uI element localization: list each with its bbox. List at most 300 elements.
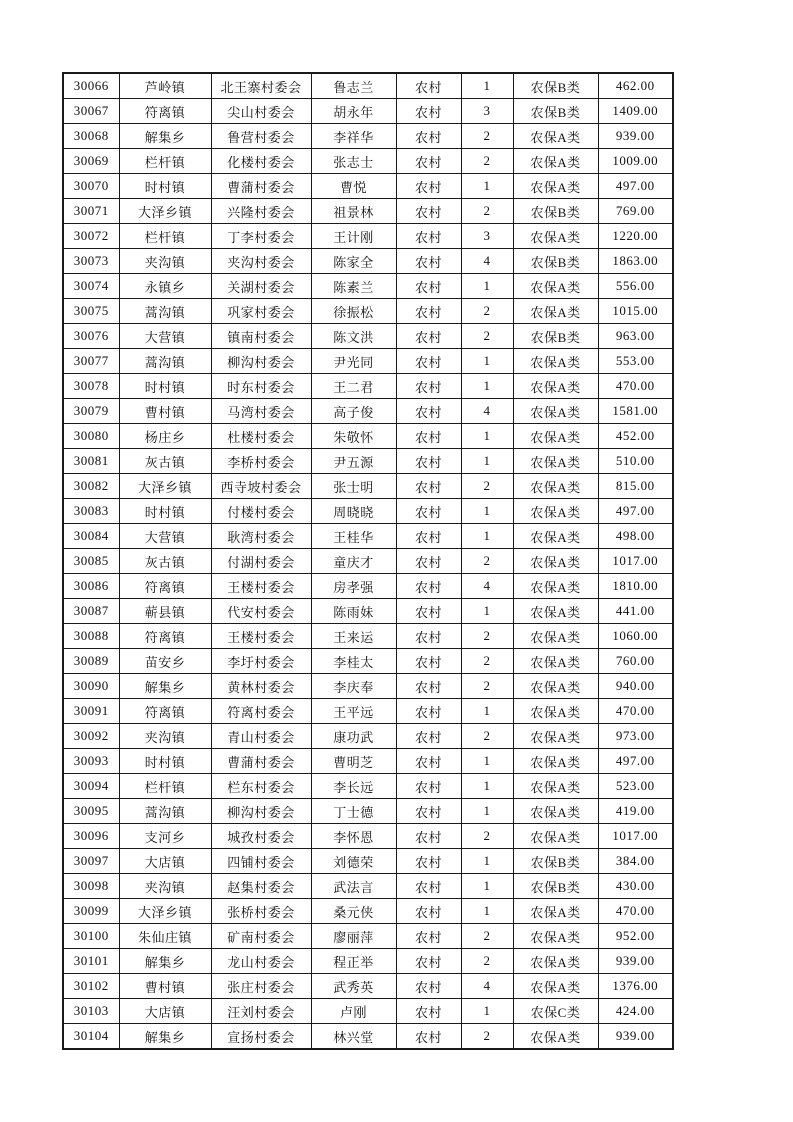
table-row	[63, 599, 673, 624]
table-row	[63, 824, 673, 849]
cell-person-name: 曹悦	[311, 174, 396, 199]
cell-amount: 452.00	[598, 424, 673, 449]
cell-village: 矿南村委会	[211, 924, 311, 949]
cell-town: 夹沟镇	[119, 724, 211, 749]
cell-type: 农村	[396, 674, 461, 699]
table-row	[63, 849, 673, 874]
table-row	[63, 424, 673, 449]
table-row	[63, 449, 673, 474]
table-row	[63, 774, 673, 799]
cell-amount: 952.00	[598, 924, 673, 949]
cell-count: 1	[461, 274, 513, 299]
cell-amount: 523.00	[598, 774, 673, 799]
cell-count: 2	[461, 299, 513, 324]
cell-amount: 553.00	[598, 349, 673, 374]
cell-count: 2	[461, 624, 513, 649]
cell-category: 农保A类	[513, 949, 598, 974]
cell-village: 四铺村委会	[211, 849, 311, 874]
cell-category: 农保A类	[513, 449, 598, 474]
cell-type: 农村	[396, 349, 461, 374]
cell-category: 农保C类	[513, 999, 598, 1024]
cell-town: 解集乡	[119, 949, 211, 974]
cell-category: 农保B类	[513, 849, 598, 874]
cell-town: 时村镇	[119, 174, 211, 199]
cell-category: 农保B类	[513, 874, 598, 899]
cell-type: 农村	[396, 124, 461, 149]
table-row	[63, 249, 673, 274]
cell-person-name: 武秀英	[311, 974, 396, 999]
cell-town: 大营镇	[119, 324, 211, 349]
cell-village: 付湖村委会	[211, 549, 311, 574]
cell-category: 农保B类	[513, 324, 598, 349]
cell-town: 时村镇	[119, 374, 211, 399]
cell-town: 蒿沟镇	[119, 349, 211, 374]
cell-village: 关湖村委会	[211, 274, 311, 299]
cell-id: 30082	[63, 474, 119, 499]
cell-person-name: 王二君	[311, 374, 396, 399]
cell-count: 1	[461, 424, 513, 449]
cell-amount: 973.00	[598, 724, 673, 749]
records-table	[62, 72, 674, 1050]
cell-category: 农保A类	[513, 624, 598, 649]
cell-town: 灰古镇	[119, 549, 211, 574]
cell-category: 农保A类	[513, 649, 598, 674]
cell-id: 30080	[63, 424, 119, 449]
cell-count: 1	[461, 349, 513, 374]
cell-person-name: 尹光同	[311, 349, 396, 374]
table-row	[63, 949, 673, 974]
cell-town: 蕲县镇	[119, 599, 211, 624]
cell-amount: 556.00	[598, 274, 673, 299]
table-row	[63, 874, 673, 899]
table-row	[63, 524, 673, 549]
cell-town: 时村镇	[119, 749, 211, 774]
cell-type: 农村	[396, 299, 461, 324]
cell-id: 30104	[63, 1024, 119, 1050]
cell-town: 栏杆镇	[119, 149, 211, 174]
cell-village: 时东村委会	[211, 374, 311, 399]
cell-type: 农村	[396, 599, 461, 624]
table-row	[63, 99, 673, 124]
table-row	[63, 474, 673, 499]
cell-town: 大营镇	[119, 524, 211, 549]
cell-village: 黄林村委会	[211, 674, 311, 699]
cell-type: 农村	[396, 749, 461, 774]
cell-type: 农村	[396, 849, 461, 874]
cell-town: 曹村镇	[119, 974, 211, 999]
cell-village: 曹蒲村委会	[211, 749, 311, 774]
cell-count: 2	[461, 924, 513, 949]
table-row	[63, 799, 673, 824]
cell-count: 2	[461, 724, 513, 749]
cell-category: 农保A类	[513, 974, 598, 999]
cell-amount: 1581.00	[598, 399, 673, 424]
cell-amount: 497.00	[598, 174, 673, 199]
cell-village: 宣扬村委会	[211, 1024, 311, 1050]
cell-count: 1	[461, 899, 513, 924]
table-row	[63, 399, 673, 424]
table-row	[63, 499, 673, 524]
cell-id: 30076	[63, 324, 119, 349]
cell-village: 耿湾村委会	[211, 524, 311, 549]
cell-id: 30087	[63, 599, 119, 624]
cell-id: 30092	[63, 724, 119, 749]
cell-person-name: 武法言	[311, 874, 396, 899]
cell-category: 农保A类	[513, 349, 598, 374]
cell-type: 农村	[396, 999, 461, 1024]
cell-count: 1	[461, 874, 513, 899]
cell-category: 农保A类	[513, 499, 598, 524]
cell-amount: 963.00	[598, 324, 673, 349]
cell-id: 30093	[63, 749, 119, 774]
cell-count: 2	[461, 149, 513, 174]
cell-category: 农保A类	[513, 474, 598, 499]
records-table-body	[63, 73, 673, 1049]
cell-category: 农保A类	[513, 174, 598, 199]
cell-person-name: 桑元侠	[311, 899, 396, 924]
cell-count: 1	[461, 499, 513, 524]
cell-category: 农保B类	[513, 73, 598, 99]
cell-count: 1	[461, 374, 513, 399]
cell-category: 农保A类	[513, 399, 598, 424]
cell-town: 符离镇	[119, 699, 211, 724]
cell-village: 王楼村委会	[211, 624, 311, 649]
cell-village: 兴隆村委会	[211, 199, 311, 224]
cell-amount: 1009.00	[598, 149, 673, 174]
cell-town: 大泽乡镇	[119, 474, 211, 499]
cell-id: 30078	[63, 374, 119, 399]
cell-amount: 462.00	[598, 73, 673, 99]
cell-id: 30083	[63, 499, 119, 524]
cell-village: 赵集村委会	[211, 874, 311, 899]
cell-type: 农村	[396, 874, 461, 899]
table-row	[63, 174, 673, 199]
cell-town: 永镇乡	[119, 274, 211, 299]
cell-type: 农村	[396, 974, 461, 999]
cell-count: 2	[461, 674, 513, 699]
cell-id: 30095	[63, 799, 119, 824]
cell-count: 2	[461, 124, 513, 149]
cell-id: 30094	[63, 774, 119, 799]
cell-type: 农村	[396, 199, 461, 224]
cell-person-name: 康功武	[311, 724, 396, 749]
cell-count: 1	[461, 174, 513, 199]
cell-village: 马湾村委会	[211, 399, 311, 424]
cell-id: 30099	[63, 899, 119, 924]
cell-type: 农村	[396, 374, 461, 399]
cell-person-name: 曹明芝	[311, 749, 396, 774]
cell-town: 芦岭镇	[119, 73, 211, 99]
cell-count: 2	[461, 949, 513, 974]
cell-village: 李桥村委会	[211, 449, 311, 474]
cell-village: 栏东村委会	[211, 774, 311, 799]
cell-town: 支河乡	[119, 824, 211, 849]
table-row	[63, 749, 673, 774]
cell-town: 蒿沟镇	[119, 799, 211, 824]
cell-type: 农村	[396, 649, 461, 674]
cell-id: 30098	[63, 874, 119, 899]
cell-village: 鲁营村委会	[211, 124, 311, 149]
cell-id: 30102	[63, 974, 119, 999]
cell-id: 30088	[63, 624, 119, 649]
cell-village: 尖山村委会	[211, 99, 311, 124]
table-row	[63, 724, 673, 749]
cell-count: 1	[461, 699, 513, 724]
cell-town: 夹沟镇	[119, 249, 211, 274]
cell-count: 4	[461, 399, 513, 424]
cell-amount: 1409.00	[598, 99, 673, 124]
cell-type: 农村	[396, 399, 461, 424]
table-row	[63, 999, 673, 1024]
cell-amount: 1060.00	[598, 624, 673, 649]
cell-category: 农保A类	[513, 524, 598, 549]
cell-amount: 424.00	[598, 999, 673, 1024]
cell-town: 符离镇	[119, 574, 211, 599]
cell-type: 农村	[396, 73, 461, 99]
cell-village: 城孜村委会	[211, 824, 311, 849]
cell-category: 农保A类	[513, 599, 598, 624]
table-row	[63, 274, 673, 299]
cell-category: 农保A类	[513, 1024, 598, 1050]
cell-count: 1	[461, 449, 513, 474]
cell-village: 代安村委会	[211, 599, 311, 624]
cell-amount: 510.00	[598, 449, 673, 474]
cell-type: 农村	[396, 449, 461, 474]
cell-amount: 1810.00	[598, 574, 673, 599]
cell-category: 农保A类	[513, 674, 598, 699]
cell-amount: 497.00	[598, 499, 673, 524]
table-row	[63, 299, 673, 324]
cell-type: 农村	[396, 949, 461, 974]
cell-person-name: 王平远	[311, 699, 396, 724]
cell-town: 解集乡	[119, 1024, 211, 1050]
cell-id: 30090	[63, 674, 119, 699]
table-row	[63, 699, 673, 724]
cell-type: 农村	[396, 1024, 461, 1050]
cell-person-name: 周晓晓	[311, 499, 396, 524]
cell-person-name: 胡永年	[311, 99, 396, 124]
cell-id: 30071	[63, 199, 119, 224]
cell-id: 30081	[63, 449, 119, 474]
cell-person-name: 刘德荣	[311, 849, 396, 874]
cell-category: 农保A类	[513, 899, 598, 924]
cell-person-name: 张士明	[311, 474, 396, 499]
cell-count: 1	[461, 849, 513, 874]
cell-type: 农村	[396, 699, 461, 724]
table-row	[63, 924, 673, 949]
cell-amount: 1017.00	[598, 824, 673, 849]
table-row	[63, 199, 673, 224]
cell-category: 农保B类	[513, 199, 598, 224]
cell-category: 农保B类	[513, 99, 598, 124]
cell-town: 蒿沟镇	[119, 299, 211, 324]
cell-id: 30091	[63, 699, 119, 724]
cell-type: 农村	[396, 224, 461, 249]
cell-id: 30097	[63, 849, 119, 874]
cell-village: 柳沟村委会	[211, 349, 311, 374]
cell-id: 30069	[63, 149, 119, 174]
cell-category: 农保B类	[513, 249, 598, 274]
cell-count: 4	[461, 249, 513, 274]
cell-category: 农保A类	[513, 424, 598, 449]
cell-person-name: 丁士德	[311, 799, 396, 824]
cell-person-name: 程正举	[311, 949, 396, 974]
table-row	[63, 974, 673, 999]
cell-count: 1	[461, 749, 513, 774]
cell-person-name: 李怀恩	[311, 824, 396, 849]
cell-village: 化楼村委会	[211, 149, 311, 174]
cell-amount: 384.00	[598, 849, 673, 874]
cell-amount: 470.00	[598, 899, 673, 924]
cell-village: 柳沟村委会	[211, 799, 311, 824]
cell-village: 龙山村委会	[211, 949, 311, 974]
cell-type: 农村	[396, 774, 461, 799]
cell-person-name: 陈家全	[311, 249, 396, 274]
cell-village: 符离村委会	[211, 699, 311, 724]
cell-id: 30086	[63, 574, 119, 599]
table-row	[63, 899, 673, 924]
cell-person-name: 廖丽萍	[311, 924, 396, 949]
cell-id: 30074	[63, 274, 119, 299]
cell-amount: 939.00	[598, 1024, 673, 1050]
cell-count: 1	[461, 799, 513, 824]
cell-amount: 430.00	[598, 874, 673, 899]
cell-amount: 419.00	[598, 799, 673, 824]
cell-village: 张庄村委会	[211, 974, 311, 999]
cell-town: 朱仙庄镇	[119, 924, 211, 949]
table-row	[63, 149, 673, 174]
cell-village: 汪刘村委会	[211, 999, 311, 1024]
table-row	[63, 324, 673, 349]
cell-category: 农保A类	[513, 374, 598, 399]
cell-person-name: 陈雨妹	[311, 599, 396, 624]
cell-amount: 1015.00	[598, 299, 673, 324]
cell-village: 李圩村委会	[211, 649, 311, 674]
cell-count: 1	[461, 73, 513, 99]
table-row	[63, 374, 673, 399]
cell-person-name: 李长远	[311, 774, 396, 799]
cell-id: 30070	[63, 174, 119, 199]
cell-person-name: 李祥华	[311, 124, 396, 149]
cell-category: 农保A类	[513, 749, 598, 774]
cell-type: 农村	[396, 424, 461, 449]
cell-type: 农村	[396, 99, 461, 124]
table-row	[63, 349, 673, 374]
cell-id: 30075	[63, 299, 119, 324]
cell-count: 2	[461, 549, 513, 574]
cell-person-name: 朱敬怀	[311, 424, 396, 449]
table-row	[63, 574, 673, 599]
cell-id: 30066	[63, 73, 119, 99]
cell-count: 3	[461, 99, 513, 124]
cell-person-name: 王来运	[311, 624, 396, 649]
cell-village: 付楼村委会	[211, 499, 311, 524]
cell-town: 大泽乡镇	[119, 899, 211, 924]
table-row	[63, 624, 673, 649]
cell-id: 30073	[63, 249, 119, 274]
cell-id: 30096	[63, 824, 119, 849]
cell-amount: 815.00	[598, 474, 673, 499]
cell-person-name: 鲁志兰	[311, 73, 396, 99]
cell-person-name: 房孝强	[311, 574, 396, 599]
cell-id: 30084	[63, 524, 119, 549]
cell-type: 农村	[396, 499, 461, 524]
cell-category: 农保A类	[513, 124, 598, 149]
table-row	[63, 549, 673, 574]
cell-id: 30089	[63, 649, 119, 674]
cell-type: 农村	[396, 324, 461, 349]
cell-town: 大泽乡镇	[119, 199, 211, 224]
cell-person-name: 李庆奉	[311, 674, 396, 699]
cell-town: 灰古镇	[119, 449, 211, 474]
cell-person-name: 徐振松	[311, 299, 396, 324]
cell-type: 农村	[396, 899, 461, 924]
cell-amount: 1220.00	[598, 224, 673, 249]
cell-amount: 1863.00	[598, 249, 673, 274]
cell-amount: 498.00	[598, 524, 673, 549]
cell-village: 曹蒲村委会	[211, 174, 311, 199]
table-row	[63, 1024, 673, 1050]
cell-count: 1	[461, 999, 513, 1024]
cell-person-name: 祖景林	[311, 199, 396, 224]
cell-count: 1	[461, 524, 513, 549]
cell-type: 农村	[396, 549, 461, 574]
cell-count: 2	[461, 324, 513, 349]
cell-category: 农保A类	[513, 774, 598, 799]
cell-category: 农保A类	[513, 724, 598, 749]
cell-village: 镇南村委会	[211, 324, 311, 349]
cell-town: 符离镇	[119, 624, 211, 649]
cell-category: 农保A类	[513, 274, 598, 299]
cell-village: 丁李村委会	[211, 224, 311, 249]
cell-town: 解集乡	[119, 124, 211, 149]
table-row	[63, 674, 673, 699]
cell-category: 农保A类	[513, 699, 598, 724]
cell-village: 夹沟村委会	[211, 249, 311, 274]
cell-category: 农保A类	[513, 224, 598, 249]
cell-village: 北王寨村委会	[211, 73, 311, 99]
cell-count: 2	[461, 824, 513, 849]
cell-person-name: 尹五源	[311, 449, 396, 474]
cell-count: 2	[461, 1024, 513, 1050]
cell-category: 农保A类	[513, 824, 598, 849]
cell-amount: 940.00	[598, 674, 673, 699]
cell-amount: 470.00	[598, 374, 673, 399]
table-row	[63, 649, 673, 674]
cell-person-name: 王计刚	[311, 224, 396, 249]
cell-town: 栏杆镇	[119, 774, 211, 799]
cell-person-name: 陈文洪	[311, 324, 396, 349]
table-row	[63, 124, 673, 149]
cell-town: 夹沟镇	[119, 874, 211, 899]
cell-person-name: 卢刚	[311, 999, 396, 1024]
cell-village: 西寺坡村委会	[211, 474, 311, 499]
cell-id: 30103	[63, 999, 119, 1024]
cell-village: 杜楼村委会	[211, 424, 311, 449]
cell-town: 栏杆镇	[119, 224, 211, 249]
cell-id: 30100	[63, 924, 119, 949]
cell-type: 农村	[396, 174, 461, 199]
cell-count: 4	[461, 574, 513, 599]
table-row	[63, 224, 673, 249]
cell-person-name: 张志士	[311, 149, 396, 174]
cell-count: 3	[461, 224, 513, 249]
cell-village: 青山村委会	[211, 724, 311, 749]
cell-id: 30072	[63, 224, 119, 249]
cell-type: 农村	[396, 724, 461, 749]
cell-type: 农村	[396, 474, 461, 499]
cell-amount: 939.00	[598, 949, 673, 974]
